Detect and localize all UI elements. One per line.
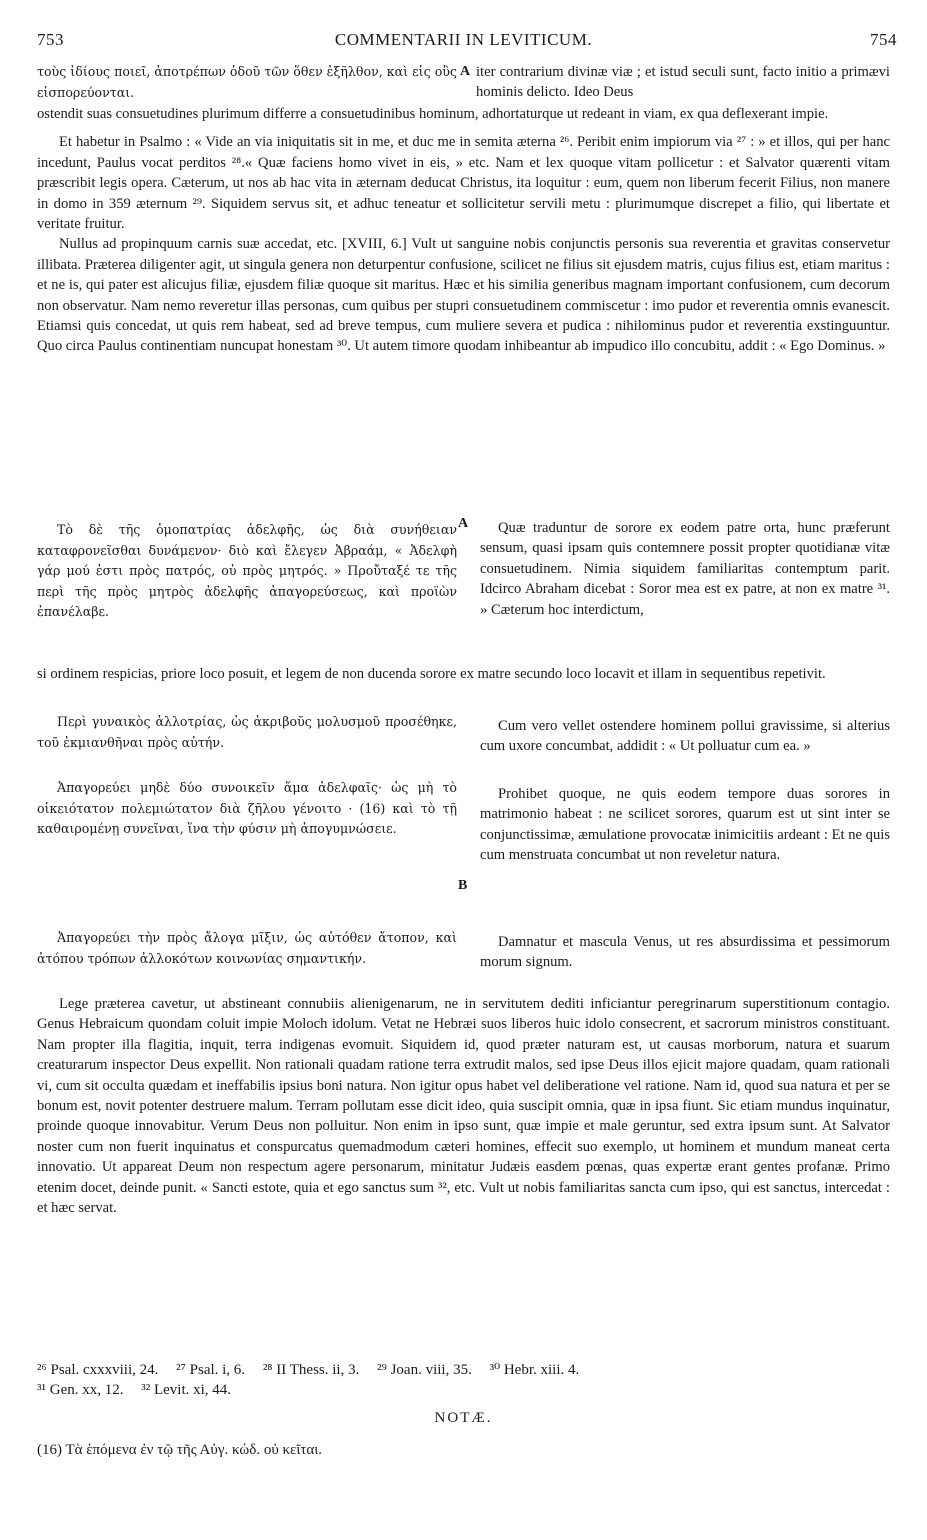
paragraph: Lege præterea cavetur, ut abstineant connubiis alienigenarum, ne in servitutem dediti inficiantur peregrinarum superstitionum contagio. Genus Hebraicum quondam coluit impie Moloch idolum. Vetat ne Hebræi suos liberos huic idolo consecrent, et sacrorum ministros constituant. Nam propter illa flagitia, inquit, terra indigenas evomuit. Siquidem id, quod præter naturam est, ut causas morborum, natura et suarum creaturarum inspector Deus expellit. Non rationali quadam ratione terra extrudit malos, sed ipse Deus illos ejicit majore quadam, quam rationali vi, cum sit occulta quædam et ineffabilis ipsius boni natura. Non igitur opus habet vel deliberatione vel ratione. Nam id, quod sua natura et per se bonum est, novit potenter destruere malum. Terram pollutam esse dicit ideo, quia suscipit omnia, quæ in ipsa fiunt. Sic etiam mundus inquinatur, proinde quoque innovabitur. Verum Deus non polluitur. Non enim in ipso sunt, quæ impie et male geruntur, sed extra ipsum sunt. At Salvator noster cum non fuerit inquinatus et conspurcatus quemadmodum cæteri homines, effecit suo exemplo, ut hominem et mundum maneat certa innovatio. Ut appareat Deum non respectum agere personarum, minitatur Judæis easdem pœnas, quas expertæ erant gentes profanæ. Primo etenim docet, deinde punit. « Sancti estote, quia et ego sanctus sum ³², etc. Vult ut nobis familiaritas sancta cum ipso, qui est sanctus, intercedat : et hæc servat. bbox=[37, 996, 890, 1217]
left-page-number: 753 bbox=[37, 30, 64, 49]
greek-pair-1: Τὸ δὲ τῆς ὁμοπατρίας ἀδελφῆς, ὡς διὰ συνήθειαν καταφρονεῖσθαι δυνάμενον· διὸ καὶ ἔλεγεν Ἀβραάμ, « Ἀδελφὴ γάρ μού ἐστι πρὸς πατρός, οὐ πρὸς μητρός. » Προὔταξέ τε τῆς περὶ τῆς πρὸς μητρὸς ἀδελφῆς ἀπαγορεύσεως, καὶ προϊὼν ἐπανέλαβε. bbox=[37, 522, 457, 620]
latin-pair-2: Cum vero vellet ostendere hominem pollui gravissime, si alterius cum uxore concumbat, addidit : « Ut polluatur cum ea. » bbox=[480, 718, 890, 755]
footnote: ²⁸ II Thess. ii, 3. bbox=[262, 1362, 360, 1378]
footnote: ²⁷ Psal. i, 6. bbox=[176, 1362, 246, 1378]
paragraph: ostendit suas consuetudines plurimum differre a consuetudinibus hominum, adhortaturque ut redeant in viam, ex qua deflexerant impie. bbox=[37, 106, 829, 122]
latin-pair-1: Quæ traduntur de sorore ex eodem patre orta, hunc præferunt sensum, quasi ipsam quis contemnere possit propter quotidianæ vitæ consuetudinem. Nimia siquidem familiaritas contemptum parit. Idcirco Abraham dicebat : Soror mea est ex patre, at non ex matre ³¹. » Cæterum hoc interdictum, bbox=[480, 520, 890, 618]
paragraph: Nullus ad propinquum carnis suæ accedat, etc. [XVIII, 6.] Vult ut sanguine nobis conjunctis personis sua reverentia et gravitas conservetur illibata. Præterea diligenter agit, ut singula genera non deturpentur confusione, scilicet ne filius sit ejusdem matris, cujus filius est, etiam maritus : et ne is, qui pater est alicujus filiæ, ejusdem filiæ quoque sit maritus. Hæc et his similia generibus magnam important confusionem, cum decorum non observatur. Nam nemo reveretur illas personas, cum quibus per stupri consuetudinem commiscetur : imo pudor et reverentia omnis evanescit. Etiamsi quis concedat, ut quis rem habeat, sed ad breve tempus, cum muliere severa et pudica : nihilominus pudor et reverentia exstinguuntur. Quo circa Paulus continentiam nuncupat honestam ³⁰. Ut autem timore quodam inhibeantur ab impudico illo concubitu, addit : « Ego Dominus. » bbox=[37, 236, 890, 355]
margin-marker-a: A bbox=[458, 516, 469, 531]
body-lower bbox=[37, 994, 890, 1218]
footnote: ²⁹ Joan. viii, 35. bbox=[377, 1362, 472, 1378]
footnotes bbox=[37, 1360, 897, 1400]
paragraph: Et habetur in Psalmo : « Vide an via iniquitatis sit in me, et duc me in semita æterna ²⁶. Peribit enim impiorum via ²⁷ : » et illos, qui per hanc incedunt, Paulus vocat perditos ²⁸.« Quæ faciens homo vivet in eis, » etc. Nam et lex quoque vitam pollicetur : et Salvator quærenti vitam præscribit legis opera. Cæterum, ut nos ab hac vita in æternam deducat Christus, ita loquitur : eum, quem non liberum fecerit Filius, non manere in domo in 359 æternum ²⁹. Siquidem servus sit, et adhuc teneatur et sollicitetur servili metu : plurimumque discrepet a filio, qui libertate et veritate fruitur. bbox=[37, 134, 890, 233]
footnote: ³⁰ Hebr. xiii. 4. bbox=[489, 1362, 580, 1378]
running-title: COMMENTARII IN LEVITICUM. bbox=[334, 30, 593, 49]
bridge-line: si ordinem respicias, priore loco posuit, et legem de non ducenda sorore ex matre secundo loco locavit et illam in sequentibus repetivit. bbox=[37, 666, 826, 682]
greek-pair-4: Ἀπαγορεύει τὴν πρὸς ἄλογα μῖξιν, ὡς αὐτόθεν ἄτοπον, καὶ ἀτόπου τρόπων ἀλλοκότων κοινωνίας σημαντικήν. bbox=[37, 930, 457, 966]
latin-pair-3: Prohibet quoque, ne quis eodem tempore duas sorores in matrimonio habeat : ne scilicet sorores, quarum est ut sint inter se conjunctissimæ, æmulatione provocatæ inimicitiis ardeant : Et ne quis cum menstruata concumbat ut non reveletur natura. bbox=[480, 786, 890, 864]
notae-heading: NOTÆ. bbox=[434, 1410, 493, 1426]
latin-top: iter contrarium divinæ viæ ; et istud seculi sunt, facto initio a primævi hominis delicto. Ideo Deus bbox=[476, 64, 890, 101]
footnote: ³¹ Gen. xx, 12. bbox=[37, 1382, 124, 1398]
greek-top: τοὺς ἰδίους ποιεῖ, ἀποτρέπων ὁδοῦ τῶν ὅθεν ἐξῆλθον, καὶ εἰς οὓς εἰσπορεύονται. bbox=[37, 64, 457, 100]
footnote: ²⁶ Psal. cxxxviii, 24. bbox=[37, 1362, 159, 1378]
latin-pair-4: Damnatur et mascula Venus, ut res absurdissima et pessimorum morum signum. bbox=[480, 934, 890, 971]
greek-pair-2: Περὶ γυναικὸς ἀλλοτρίας, ὡς ἀκριβοῦς μολυσμοῦ προσέθηκε, τοῦ ἐκμιανθῆναι πρὸς αὐτήν. bbox=[37, 714, 457, 750]
greek-pair-3: Ἀπαγορεύει μηδὲ δύο συνοικεῖν ἅμα ἀδελφαῖς· ὡς μὴ τὸ οἰκειότατον πολεμιώτατον διὰ ζῆλου γένοιτο · (16) καὶ τὸ τῇ καθαιρομένῃ συνεῖναι, ἵνα τὴν φύσιν μὴ ἀπογυμνώσειε. bbox=[37, 780, 457, 837]
body-upper bbox=[37, 104, 890, 357]
margin-marker-b: B bbox=[458, 878, 468, 893]
notae-note: (16) Τὰ ἑπόμενα ἐν τῷ τῆς Αὐγ. κώδ. οὐ κεῖται. bbox=[37, 1442, 323, 1458]
right-page-number: 754 bbox=[870, 30, 897, 49]
footnote: ³² Levit. xi, 44. bbox=[141, 1382, 232, 1398]
margin-marker-a-top: A bbox=[460, 64, 471, 79]
